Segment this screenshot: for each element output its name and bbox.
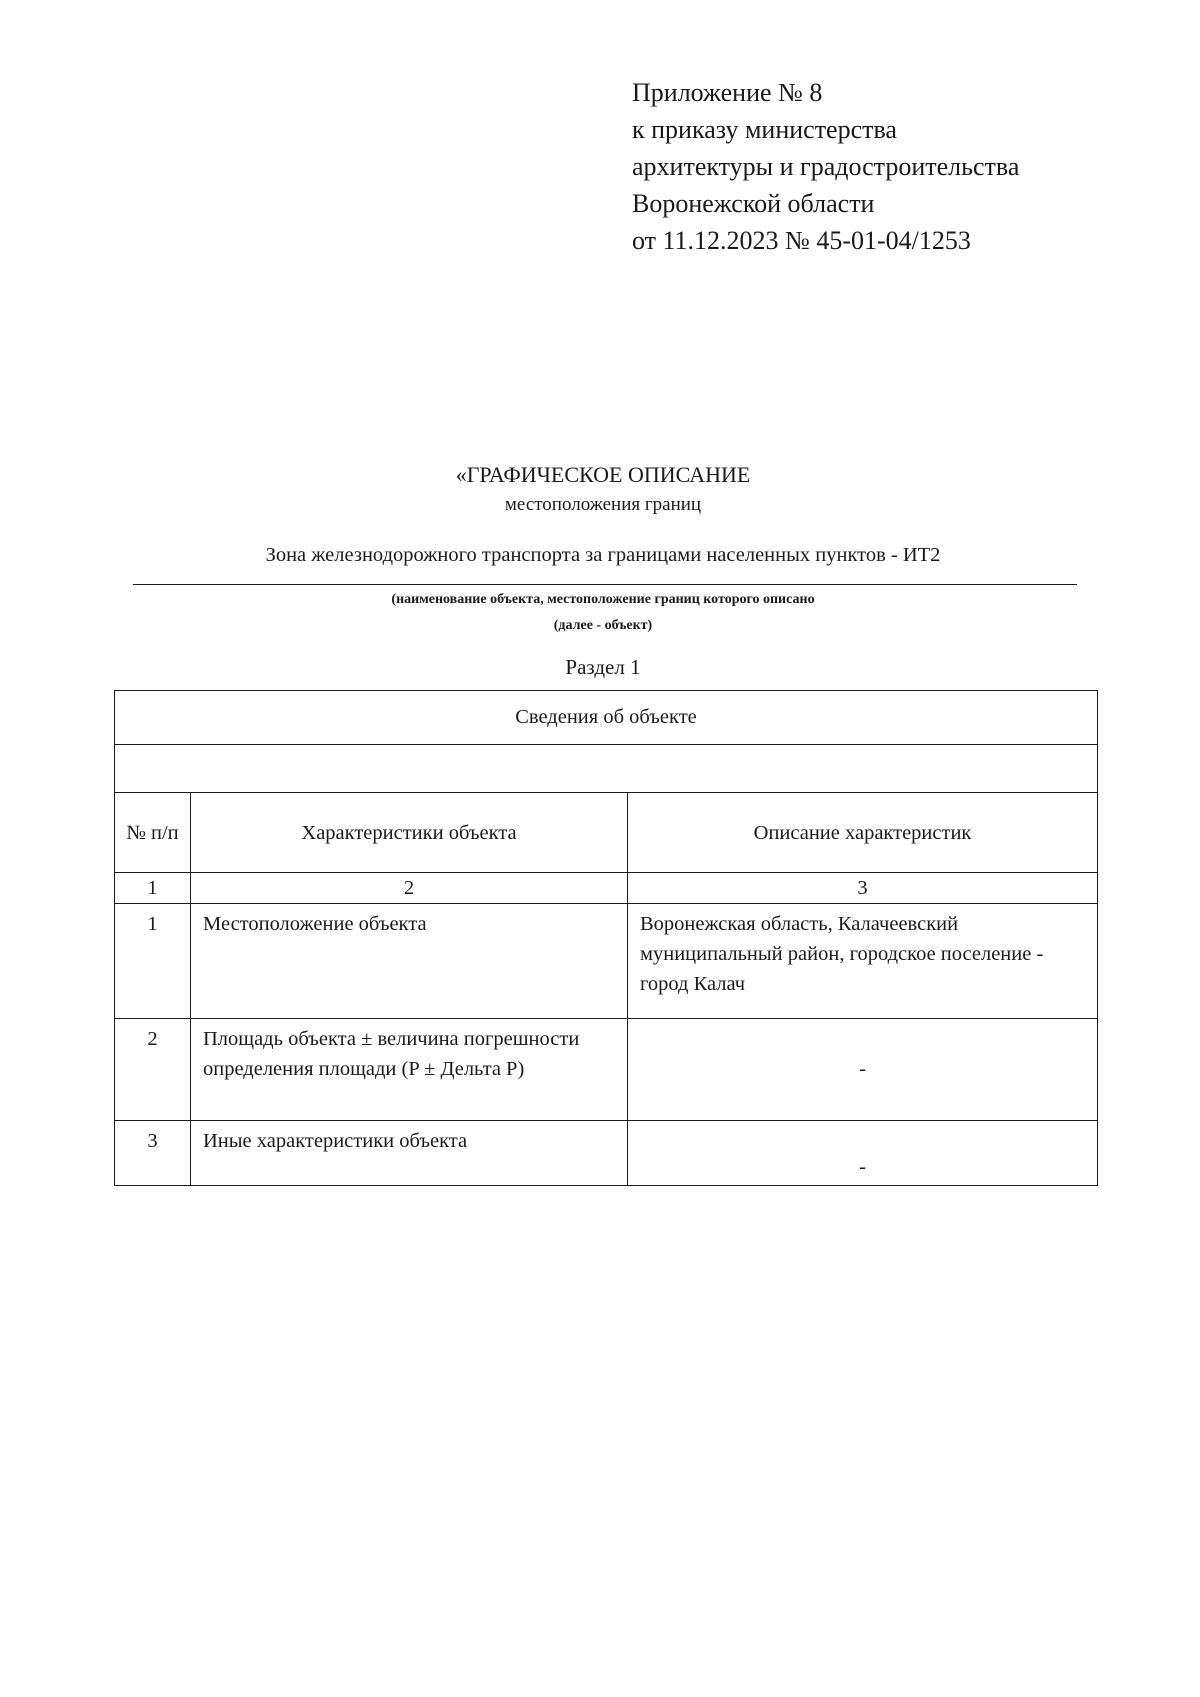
annex-line: архитектуры и градостроительства <box>632 152 1020 181</box>
header-description: Описание характеристик <box>628 793 1098 873</box>
table-row <box>115 1121 1098 1186</box>
row-description: - <box>628 1121 1098 1186</box>
section-heading: Раздел 1 <box>565 655 641 679</box>
row-characteristic: Площадь объекта ± величина погрешности определения площади (P ± Дельта P) <box>191 1019 628 1121</box>
annex-line: к приказу министерства <box>632 115 897 144</box>
header-num-label: № п/п <box>126 821 179 844</box>
object-name-caption-2: (далее - объект) <box>553 618 653 633</box>
row-num: 3 <box>115 1121 191 1186</box>
annex-line: Воронежской области <box>632 189 875 218</box>
object-name-underline <box>133 584 1077 585</box>
table-empty-row <box>115 745 1098 793</box>
table-row <box>115 1019 1098 1121</box>
column-number: 1 <box>115 873 191 904</box>
annex-line: Приложение № 8 <box>632 78 823 107</box>
object-name-caption: (наименование объекта, местоположение границ которого описано <box>391 592 815 607</box>
row-characteristic: Местоположение объекта <box>191 904 628 1019</box>
annex-line: от 11.12.2023 № 45-01-04/1253 <box>632 226 971 255</box>
column-number: 3 <box>628 873 1098 904</box>
table-row <box>115 904 1098 1019</box>
row-num: 1 <box>115 904 191 1019</box>
column-number: 2 <box>191 873 628 904</box>
column-number-row <box>115 873 1098 904</box>
table-caption: Сведения об объекте <box>115 691 1098 745</box>
annex-block <box>632 74 1019 259</box>
row-num: 2 <box>115 1019 191 1121</box>
row-description: Воронежская область, Калачеевский муниципальный район, городское поселение - город Калач <box>628 904 1098 1019</box>
table-header-row <box>115 793 1098 873</box>
row-description: - <box>628 1019 1098 1121</box>
document-subtitle: местоположения границ <box>504 494 702 515</box>
object-info-table <box>114 690 1098 1186</box>
row-characteristic: Иные характеристики объекта <box>191 1121 628 1186</box>
header-characteristic: Характеристики объекта <box>191 793 628 873</box>
document-title: «ГРАФИЧЕСКОЕ ОПИСАНИЕ <box>455 462 751 487</box>
object-name: Зона железнодорожного транспорта за границами населенных пунктов - ИТ2 <box>265 544 941 566</box>
header-num <box>115 793 191 873</box>
